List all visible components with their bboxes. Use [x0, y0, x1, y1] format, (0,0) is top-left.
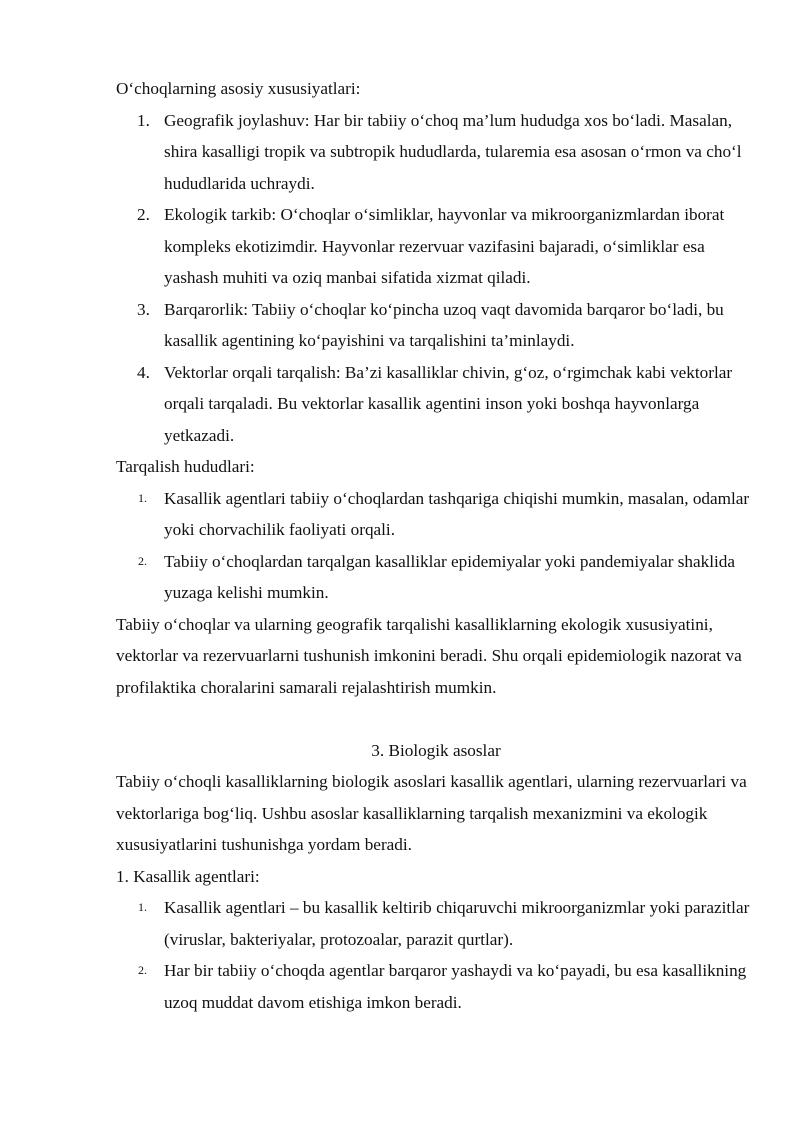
spread-heading: Tarqalish hududlari:: [116, 457, 255, 476]
agents-list: [116, 892, 756, 1018]
features-list: [116, 105, 756, 452]
list-number: 1.: [138, 490, 147, 505]
spread-list: [116, 483, 756, 609]
list-item-text: Geografik joylashuv: Har bir tabiiy o‘choq ma’lum hududga xos bo‘ladi. Masalan, shira kasalligi tropik va subtropik hududlarda, tularemia esa asosan o‘rmon va cho‘l hududlarida uchraydi.: [164, 110, 742, 193]
list-item-text: Kasallik agentlari tabiiy o‘choqlardan tashqariga chiqishi mumkin, masalan, odamlar yoki chorvachilik faoliyati orqali.: [164, 488, 750, 539]
agents-heading: 1. Kasallik agentlari:: [116, 866, 260, 886]
list-item-text: Vektorlar orqali tarqalish: Ba’zi kasalliklar chivin, g‘oz, o‘rgimchak kabi vektorlar orqali tarqaladi. Bu vektorlar kasallik agentini inson yoki boshqa hayvonlarga yetkazadi.: [164, 362, 733, 445]
list-number: 1.: [138, 900, 147, 914]
paragraph-spacer: [116, 703, 756, 735]
list-item-text: Kasallik agentlari – bu kasallik keltirib chiqaruvchi mikroorganizmlar yoki parazitlar (viruslar, bakteriyalar, protozoalar, parazit qurtlar).: [164, 898, 750, 949]
list-item-text: Ekologik tarkib: O‘choqlar o‘simliklar, hayvonlar va mikroorganizmlardan iborat kompleks ekotizimdir. Hayvonlar rezervuar vazifasini bajaradi, o‘simliklar esa yashash muhiti va oziq manbai sifatida xizmat qiladi.: [164, 205, 725, 287]
list-item: [116, 357, 756, 452]
list-number: 4.: [137, 362, 150, 382]
list-number: 3.: [137, 299, 150, 319]
list-number: 2.: [138, 963, 147, 977]
list-item: [116, 105, 756, 200]
list-item: [116, 892, 756, 955]
list-item: [116, 294, 756, 357]
summary-paragraph: Tabiiy o‘choqlar va ularning geografik tarqalishi kasalliklarning ekologik xususiyatini, vektorlar va rezervuarlarni tushunish imkonini beradi. Shu orqali epidemiologik nazorat va profilaktika choralarini samarali rejalashtirish mumkin.: [116, 614, 742, 697]
list-item-text: Barqarorlik: Tabiiy o‘choqlar ko‘pincha uzoq vaqt davomida barqaror bo‘ladi, bu kasallik agentining ko‘payishini va tarqalishini ta’minlaydi.: [164, 299, 724, 350]
list-number: 1.: [137, 110, 150, 130]
list-number: 2.: [138, 553, 147, 568]
list-item: [116, 546, 756, 609]
list-item-text: Tabiiy o‘choqlardan tarqalgan kasalliklar epidemiyalar yoki pandemiyalar shaklida yuzaga kelishi mumkin.: [164, 551, 736, 602]
list-item: [116, 483, 756, 546]
section-title: 3. Biologik asoslar: [371, 740, 501, 760]
document-body: [116, 73, 756, 1018]
features-heading: O‘choqlarning asosiy xususiyatlari:: [116, 79, 361, 98]
list-number: 2.: [137, 205, 150, 224]
list-item-text: Har bir tabiiy o‘choqda agentlar barqaror yashaydi va ko‘payadi, bu esa kasallikning uzoq muddat davom etishiga imkon beradi.: [164, 961, 747, 1012]
list-item: [116, 199, 756, 294]
list-item: [116, 955, 756, 1018]
bio-intro-paragraph: Tabiiy o‘choqli kasalliklarning biologik asoslari kasallik agentlari, ularning rezervuarlari va vektorlariga bog‘liq. Ushbu asoslar kasalliklarning tarqalish mexanizmini va ekologik xususiyatlarini tushunishga yordam beradi.: [116, 772, 747, 854]
